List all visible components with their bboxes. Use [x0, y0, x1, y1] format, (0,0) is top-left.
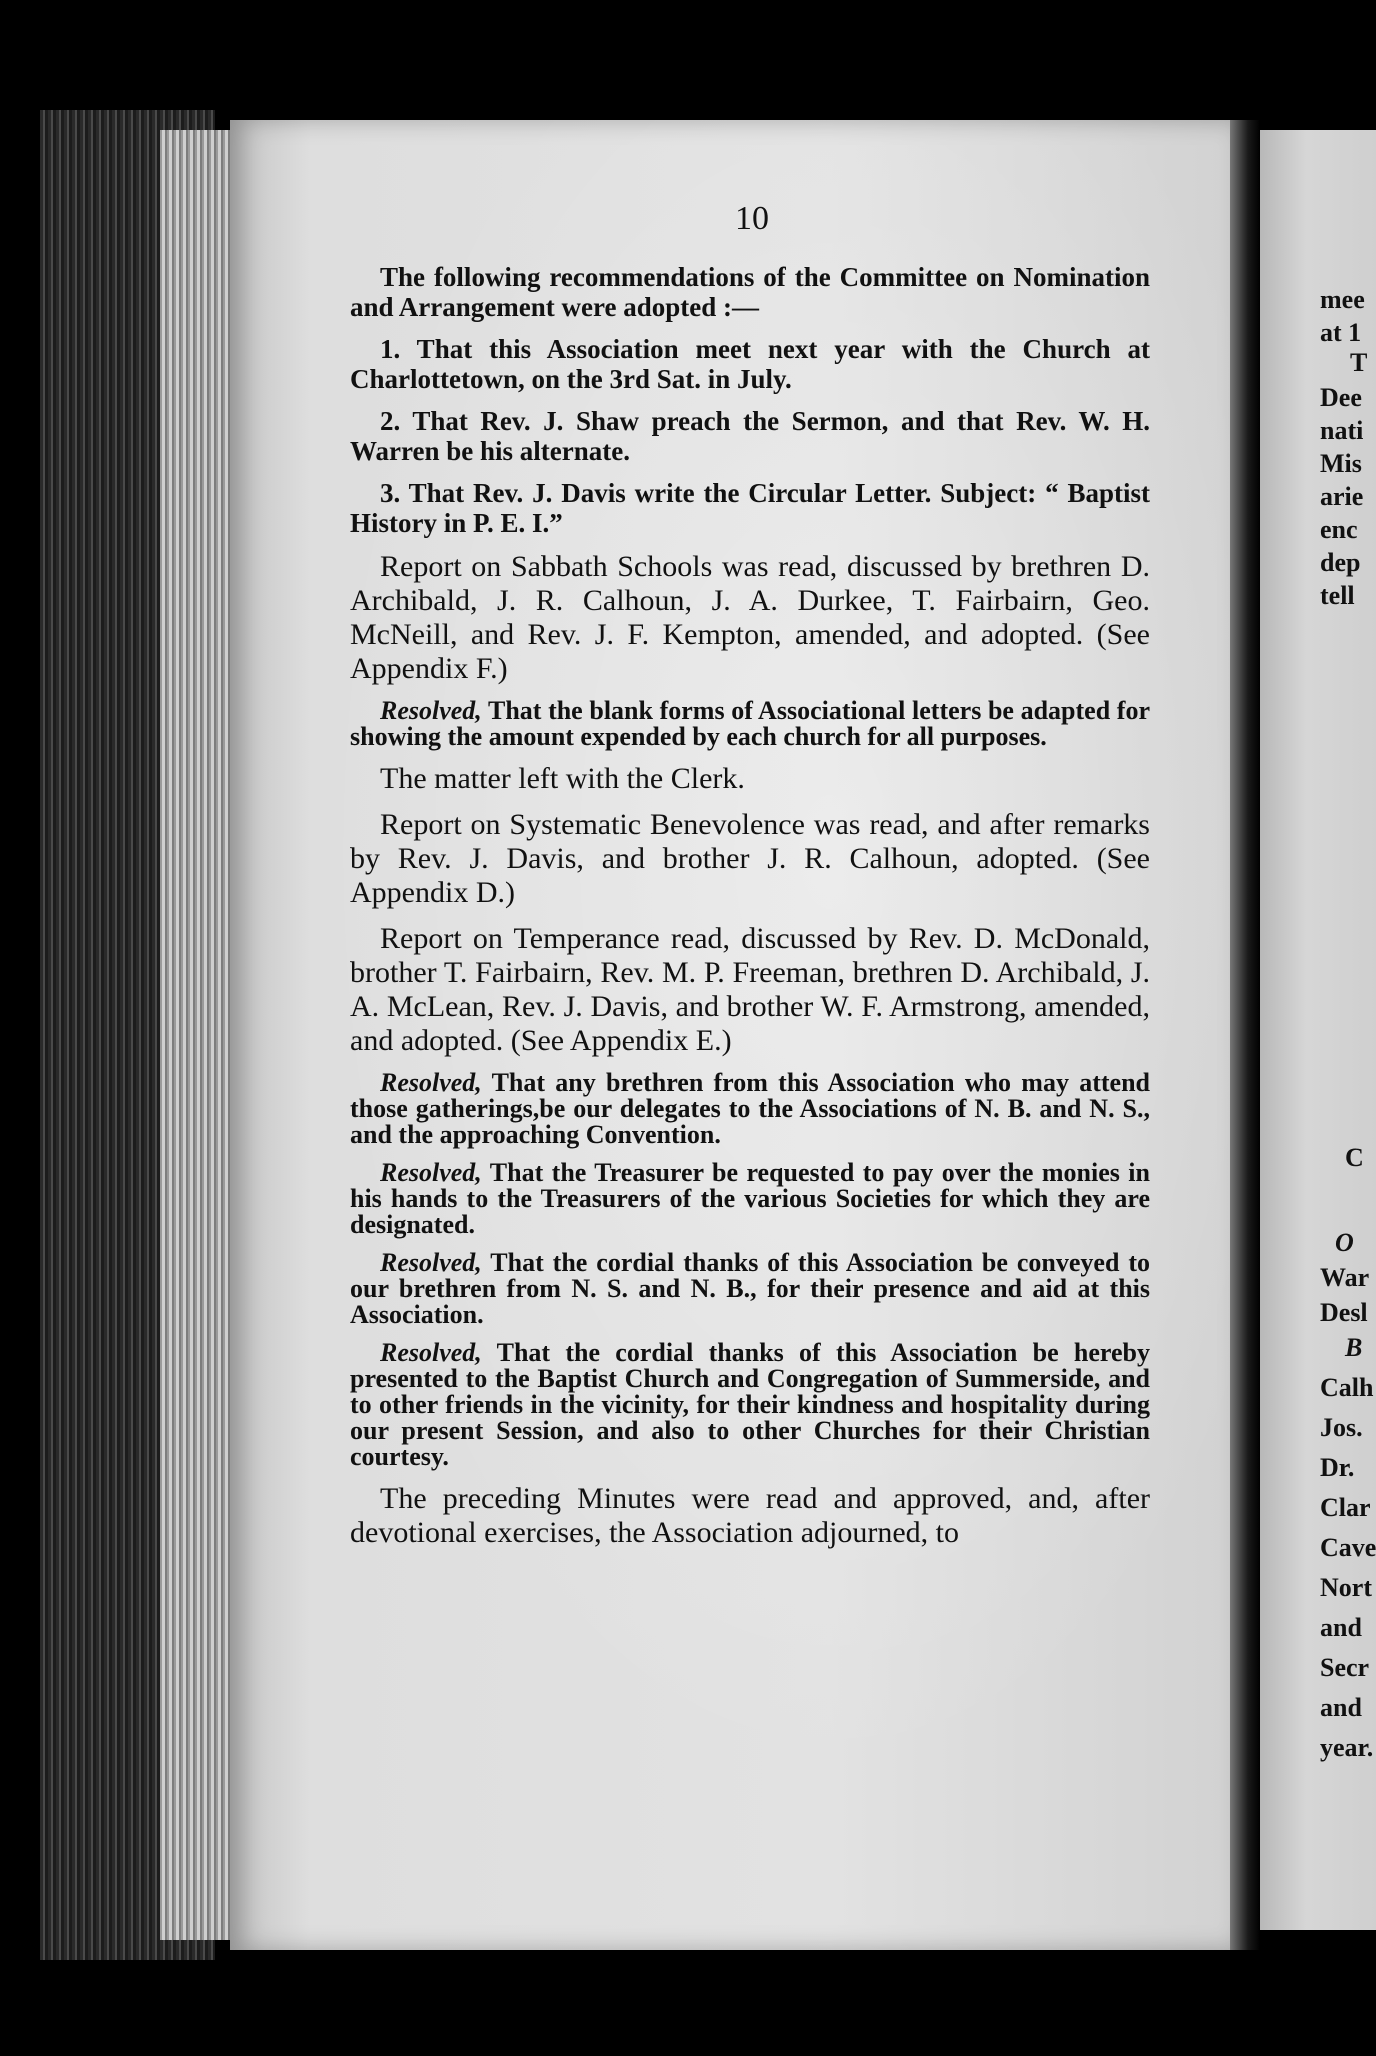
resolution-5 [350, 1340, 1150, 1470]
resolution-4 [350, 1250, 1150, 1328]
next-page-fragment: T [1350, 348, 1368, 377]
next-page-fragment: O [1335, 1228, 1354, 1257]
clerk-paragraph: The matter left with the Clerk. [380, 762, 745, 795]
resolution-2 [350, 1070, 1150, 1148]
intro-paragraph: The following recommendations of the Committee on Nomination and Arrangement were adopted :— [350, 262, 1150, 322]
closing-paragraph: The preceding Minutes were read and approved, and, after devotional exercises, the Association adjourned, to [350, 1482, 1150, 1549]
benevolence-paragraph: Report on Systematic Benevolence was read, and after remarks by Rev. J. Davis, and brother J. R. Calhoun, adopted. (See Appendix D.) [350, 808, 1150, 909]
resolution-label: Resolved, [380, 1248, 482, 1277]
next-page-fragment: dep [1320, 548, 1361, 577]
next-page-fragment: C [1345, 1143, 1364, 1172]
resolution-3 [350, 1160, 1150, 1238]
resolution-1 [350, 698, 1150, 750]
sabbath-schools-paragraph: Report on Sabbath Schools was read, discussed by brethren D. Archibald, J. R. Calhoun, J. A. Durkee, T. Fairbairn, Geo. McNeill, and Rev. J. F. Kempton, amended, and adopted. (See Appendix F.) [350, 550, 1150, 685]
next-page-fragment: B [1345, 1333, 1363, 1362]
resolution-text: That the blank forms of Associational letters be adapted for showing the amount expended by each church for all purposes. [350, 696, 1150, 751]
next-page-fragment: Dr. [1320, 1453, 1355, 1482]
resolution-label: Resolved, [380, 1158, 482, 1187]
next-page-fragment: year. [1320, 1733, 1374, 1762]
resolution-text: That any brethren from this Association who may attend those gatherings,be our delegates to the Associations of N. B. and N. S., and the approaching Convention. [350, 1068, 1150, 1149]
resolution-label: Resolved, [380, 696, 482, 725]
next-page-fragment: Secr [1320, 1653, 1370, 1682]
resolution-text: That the cordial thanks of this Association be hereby presented to the Baptist Church and Congregation of Summerside, and to other friends in the vicinity, for their kindness and hospitality during our present Session, and also to other Churches for their Christian courtesy. [350, 1338, 1150, 1471]
next-page-fragment: mee [1320, 285, 1365, 314]
next-page-fragment: Clar [1320, 1493, 1371, 1522]
resolution-label: Resolved, [380, 1068, 482, 1097]
next-page-fragment: and [1320, 1693, 1362, 1722]
next-page-fragment: Nort [1320, 1573, 1372, 1602]
next-page-fragment: Jos. [1320, 1413, 1363, 1442]
recommendation-1: 1. That this Association meet next year with the Church at Charlottetown, on the 3rd Sat. in July. [350, 334, 1150, 394]
resolution-text: That the cordial thanks of this Association be conveyed to our brethren from N. S. and N. B., for their presence and aid at this Association. [350, 1248, 1150, 1329]
page-text [350, 262, 1150, 1562]
next-page-fragment: Cave [1320, 1533, 1376, 1562]
resolution-text: That the Treasurer be requested to pay over the monies in his hands to the Treasurers of the various Societies for which they are designated. [350, 1158, 1150, 1239]
next-page-fragment: arie [1320, 482, 1364, 511]
next-page-fragment: Dee [1320, 383, 1362, 412]
next-page-fragment: enc [1320, 515, 1358, 544]
temperance-paragraph: Report on Temperance read, discussed by Rev. D. McDonald, brother T. Fairbairn, Rev. M. P. Freeman, brethren D. Archibald, J. A. McLean, Rev. J. Davis, and brother W. F. Armstrong, amended, and adopted. (See Appendix E.) [350, 922, 1150, 1057]
next-page-fragment: tell [1320, 581, 1355, 610]
book-gutter [1230, 120, 1260, 1950]
next-page-fragment: Calh [1320, 1373, 1374, 1402]
next-page-fragment: and [1320, 1613, 1362, 1642]
next-page-fragment: nati [1320, 416, 1364, 445]
page-number: 10 [735, 200, 769, 237]
next-page-fragment: at 1 [1320, 318, 1362, 347]
resolution-label: Resolved, [380, 1338, 482, 1367]
next-page-fragment: Mis [1320, 449, 1362, 478]
next-page-fragment: War [1320, 1263, 1370, 1292]
recommendation-2: 2. That Rev. J. Shaw preach the Sermon, and that Rev. W. H. Warren be his alternate. [350, 406, 1150, 466]
next-page-fragment: Desl [1320, 1298, 1368, 1327]
recommendation-3: 3. That Rev. J. Davis write the Circular Letter. Subject: “ Baptist History in P. E. I.” [350, 478, 1150, 538]
page-edges [160, 130, 240, 1940]
